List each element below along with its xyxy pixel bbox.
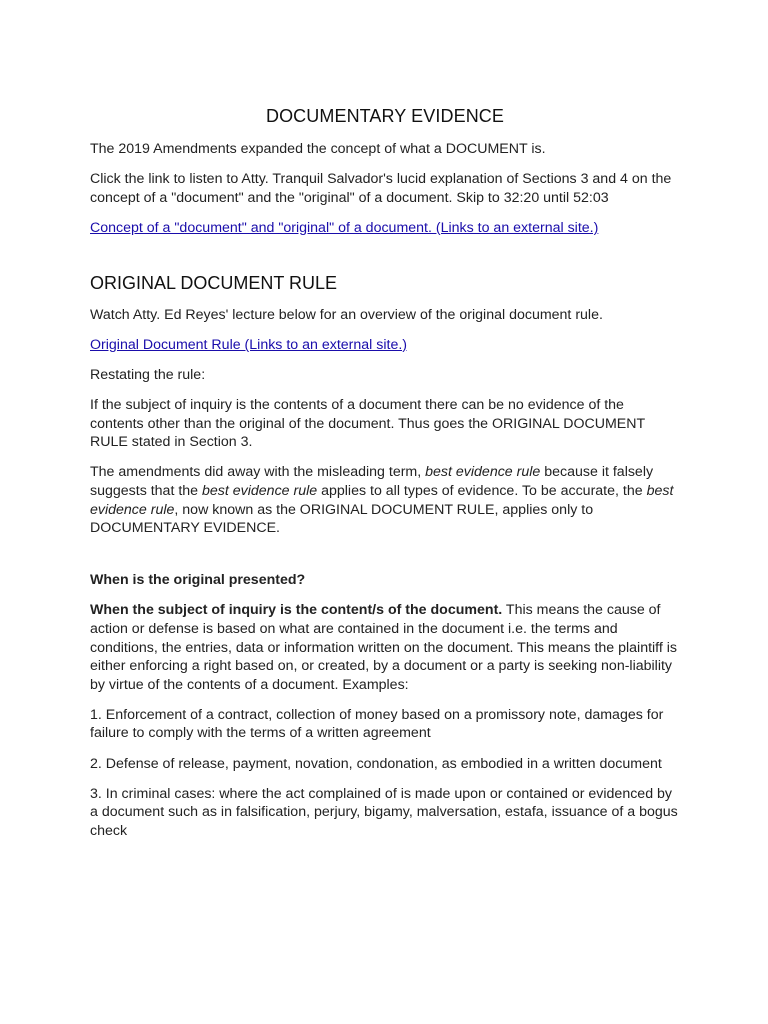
intro-link-paragraph [90, 219, 680, 238]
odr-link-paragraph [90, 336, 680, 355]
page-title: DOCUMENTARY EVIDENCE [265, 106, 505, 126]
original-document-rule-heading: ORIGINAL DOCUMENT RULE [90, 272, 338, 293]
example-item-2: 2. Defense of release, payment, novation, condonation, as embodied in a written document [90, 755, 662, 772]
odr-p4-italic-d: best evidence rule [202, 483, 318, 500]
example-item-3: 3. In criminal cases: where the act complained of is made upon or contained or evidenced by a document such as in falsification, perjury, bigamy, malversation, estafa, issuance of a bogus check [90, 785, 678, 839]
intro-paragraph-1: The 2019 Amendments expanded the concept of what a DOCUMENT is. [90, 141, 546, 157]
when-lead-bold: When the subject of inquiry is the content/s of the document. [90, 602, 503, 619]
when-lead-rest: This means the cause of action or defense is based on what are contained in the document i.e. the terms and conditions, the entries, data or information written on the document. This means the plaintiff is either enforcing a right based on, or created, by a document or a party is seeking non-liability by virtue of the contents of a document. Examples: [90, 602, 678, 693]
example-item-1: 1. Enforcement of a contract, collection of money based on a promissory note, damages for failure to comply with the terms of a written agreement [90, 706, 664, 742]
when-heading-text: When is the original presented? [90, 572, 306, 589]
when-lead-paragraph [90, 601, 680, 694]
when-heading [90, 571, 680, 590]
odr-p4-italic-f: best evidence rule [90, 483, 674, 518]
odr-paragraph-3: If the subject of inquiry is the contents of a document there can be no evidence of the contents other than the original of the document. Thus goes the ORIGINAL DOCUMENT RULE stated in Section 3. [90, 397, 645, 451]
spacer [90, 549, 680, 571]
odr-p4-text-a: The amendments did away with the misleading term, [90, 464, 426, 481]
odr-p4-text-e: applies to all types of evidence. To be accurate, the [317, 483, 647, 500]
odr-p4-italic-b: best evidence rule [425, 464, 541, 481]
document-page [90, 104, 680, 852]
odr-p4-text-g: , now known as the ORIGINAL DOCUMENT RULE, applies only to DOCUMENTARY EVIDENCE. [90, 501, 594, 537]
original-document-rule-link[interactable]: Original Document Rule (Links to an external site.) [90, 336, 407, 353]
odr-paragraph-1: Watch Atty. Ed Reyes' lecture below for an overview of the original document rule. [90, 306, 603, 323]
concept-document-link[interactable]: Concept of a "document" and "original" of a document. (Links to an external site.) [90, 219, 599, 236]
odr-p4-text-c: because it falsely suggests that the [90, 464, 654, 500]
odr-paragraph-2: Restating the rule: [90, 367, 206, 384]
spacer [90, 249, 680, 271]
intro-paragraph-2: Click the link to listen to Atty. Tranquil Salvador's lucid explanation of Sections 3 and 4 on the concept of a "document" and the "original" of a document. Skip to 32:20 until 52:03 [90, 171, 672, 206]
odr-paragraph-4 [90, 463, 680, 537]
